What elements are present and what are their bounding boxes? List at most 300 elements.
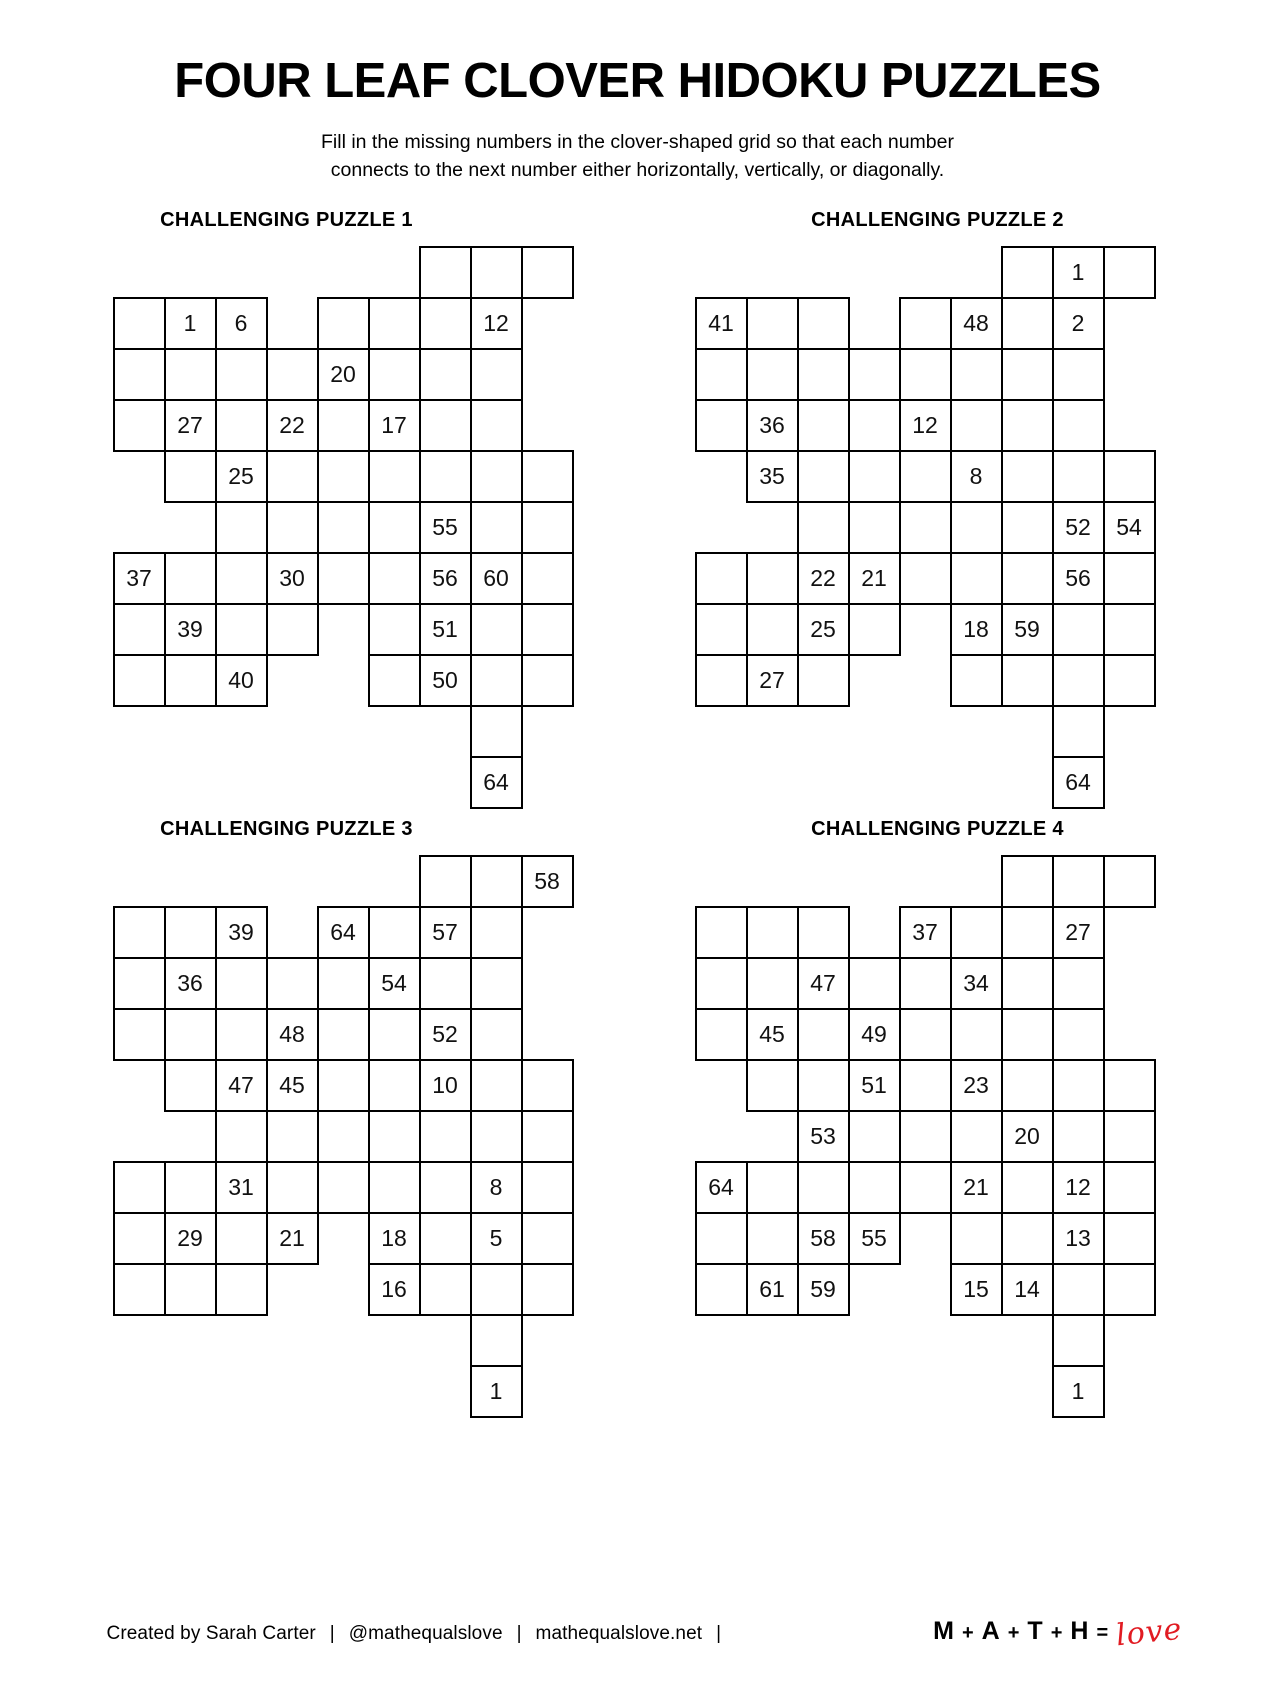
puzzle-cell[interactable] bbox=[317, 297, 370, 350]
puzzle-cell[interactable] bbox=[695, 654, 748, 707]
puzzle-cell[interactable] bbox=[797, 297, 850, 350]
puzzle-cell[interactable] bbox=[470, 501, 523, 554]
puzzle-cell[interactable] bbox=[470, 957, 523, 1010]
puzzle-cell[interactable] bbox=[521, 1110, 574, 1163]
puzzle-cell[interactable] bbox=[113, 603, 166, 656]
puzzle-cell[interactable] bbox=[521, 1263, 574, 1316]
puzzle-cell[interactable] bbox=[215, 1212, 268, 1265]
puzzle-cell[interactable] bbox=[368, 348, 421, 401]
puzzle-cell[interactable] bbox=[470, 906, 523, 959]
puzzle-cell[interactable] bbox=[521, 654, 574, 707]
puzzle-cell-clue[interactable]: 51 bbox=[848, 1059, 901, 1112]
puzzle-cell[interactable] bbox=[470, 1008, 523, 1061]
puzzle-cell[interactable] bbox=[899, 1110, 952, 1163]
puzzle-cell-clue[interactable]: 58 bbox=[521, 855, 574, 908]
puzzle-cell[interactable] bbox=[899, 297, 952, 350]
footer-separator-2: | bbox=[516, 1623, 522, 1644]
puzzle-cell-clue[interactable]: 21 bbox=[848, 552, 901, 605]
puzzle-cell-clue[interactable]: 47 bbox=[797, 957, 850, 1010]
puzzles-grid bbox=[0, 209, 1275, 1427]
puzzle-cell-clue[interactable]: 39 bbox=[215, 906, 268, 959]
puzzle-cell-clue[interactable]: 64 bbox=[695, 1161, 748, 1214]
puzzle-cell[interactable] bbox=[419, 246, 472, 299]
puzzle-cell-clue[interactable]: 31 bbox=[215, 1161, 268, 1214]
puzzle-cell[interactable] bbox=[215, 957, 268, 1010]
puzzle-cell[interactable] bbox=[746, 603, 799, 656]
puzzle-cell[interactable] bbox=[164, 450, 217, 503]
puzzle-cell[interactable] bbox=[368, 450, 421, 503]
puzzle-cell-clue[interactable]: 12 bbox=[899, 399, 952, 452]
puzzle-cell-clue[interactable]: 14 bbox=[1001, 1263, 1054, 1316]
puzzle-cell[interactable] bbox=[1052, 1008, 1105, 1061]
puzzle-block-1 bbox=[56, 209, 638, 818]
puzzle-cell[interactable] bbox=[797, 1161, 850, 1214]
puzzle-cell-clue[interactable]: 27 bbox=[164, 399, 217, 452]
puzzle-cell[interactable] bbox=[317, 1059, 370, 1112]
puzzle-cell[interactable] bbox=[1052, 450, 1105, 503]
puzzle-cell-clue[interactable]: 55 bbox=[419, 501, 472, 554]
puzzle-cell[interactable] bbox=[1052, 1314, 1105, 1367]
puzzle-cell-clue[interactable]: 45 bbox=[266, 1059, 319, 1112]
puzzle-cell[interactable] bbox=[215, 1110, 268, 1163]
puzzle-cell[interactable] bbox=[899, 1161, 952, 1214]
puzzle-cell-clue[interactable]: 59 bbox=[1001, 603, 1054, 656]
page-title: FOUR LEAF CLOVER HIDOKU PUZZLES bbox=[174, 54, 1101, 108]
puzzle-cell[interactable] bbox=[1001, 399, 1054, 452]
puzzle-cell[interactable] bbox=[899, 450, 952, 503]
puzzle-cell-clue[interactable]: 53 bbox=[797, 1110, 850, 1163]
page-footer bbox=[0, 1611, 1275, 1654]
puzzle-cell[interactable] bbox=[368, 1161, 421, 1214]
puzzle-cell[interactable] bbox=[797, 450, 850, 503]
puzzle-cell[interactable] bbox=[950, 1212, 1003, 1265]
puzzle-cell[interactable] bbox=[695, 552, 748, 605]
puzzle-cell[interactable] bbox=[317, 450, 370, 503]
puzzle-cell-clue[interactable]: 8 bbox=[470, 1161, 523, 1214]
puzzle-cell-clue[interactable]: 1 bbox=[164, 297, 217, 350]
puzzle-cell[interactable] bbox=[317, 1110, 370, 1163]
puzzle-cell[interactable] bbox=[368, 1059, 421, 1112]
puzzle-cell[interactable] bbox=[470, 1110, 523, 1163]
puzzle-cell[interactable] bbox=[1103, 1161, 1156, 1214]
puzzle-block-2 bbox=[638, 209, 1220, 818]
puzzle-cell-clue[interactable]: 39 bbox=[164, 603, 217, 656]
puzzle-cell[interactable] bbox=[746, 1059, 799, 1112]
puzzle-cell-clue[interactable]: 35 bbox=[746, 450, 799, 503]
logo-equals: = bbox=[1096, 1622, 1110, 1644]
puzzle-cell-clue[interactable]: 20 bbox=[1001, 1110, 1054, 1163]
puzzle-cell-clue[interactable]: 40 bbox=[215, 654, 268, 707]
footer-credit: Created by Sarah Carter bbox=[106, 1623, 316, 1644]
puzzle-cell-clue[interactable]: 54 bbox=[1103, 501, 1156, 554]
puzzle-cell[interactable] bbox=[215, 603, 268, 656]
puzzle-cell[interactable] bbox=[113, 1263, 166, 1316]
puzzle-cell[interactable] bbox=[470, 603, 523, 656]
puzzle-cell-clue[interactable]: 64 bbox=[1052, 756, 1105, 809]
puzzle-cell[interactable] bbox=[1103, 1212, 1156, 1265]
puzzle-cell[interactable] bbox=[368, 297, 421, 350]
puzzle-cell[interactable] bbox=[695, 348, 748, 401]
puzzle-cell[interactable] bbox=[1001, 1008, 1054, 1061]
puzzle-cell[interactable] bbox=[1103, 855, 1156, 908]
puzzle-cell[interactable] bbox=[368, 603, 421, 656]
puzzle-cell[interactable] bbox=[950, 906, 1003, 959]
puzzle-cell[interactable] bbox=[797, 1059, 850, 1112]
puzzle-cell-clue[interactable]: 20 bbox=[317, 348, 370, 401]
puzzle-cell[interactable] bbox=[950, 501, 1003, 554]
puzzle-cell[interactable] bbox=[1001, 906, 1054, 959]
puzzle-cell-clue[interactable]: 49 bbox=[848, 1008, 901, 1061]
puzzle-cell[interactable] bbox=[164, 1161, 217, 1214]
puzzle-cell-clue[interactable]: 29 bbox=[164, 1212, 217, 1265]
puzzle-cell[interactable] bbox=[1001, 654, 1054, 707]
puzzle-cell[interactable] bbox=[113, 348, 166, 401]
puzzle-3-grid[interactable] bbox=[113, 855, 581, 1427]
puzzle-cell[interactable] bbox=[1052, 855, 1105, 908]
puzzle-cell[interactable] bbox=[215, 399, 268, 452]
puzzle-cell[interactable] bbox=[848, 1110, 901, 1163]
puzzle-cell[interactable] bbox=[1001, 450, 1054, 503]
puzzle-cell[interactable] bbox=[1103, 246, 1156, 299]
puzzle-cell[interactable] bbox=[695, 1008, 748, 1061]
footer-content bbox=[93, 1611, 1185, 1654]
puzzle-2-grid[interactable] bbox=[695, 246, 1163, 818]
puzzle-cell[interactable] bbox=[797, 399, 850, 452]
puzzle-cell[interactable] bbox=[695, 603, 748, 656]
puzzle-cell[interactable] bbox=[113, 1212, 166, 1265]
puzzle-cell[interactable] bbox=[695, 957, 748, 1010]
puzzle-cell-clue[interactable]: 41 bbox=[695, 297, 748, 350]
puzzle-cell[interactable] bbox=[695, 399, 748, 452]
puzzle-cell[interactable] bbox=[1001, 855, 1054, 908]
puzzle-cell[interactable] bbox=[419, 1110, 472, 1163]
puzzle-1-grid[interactable] bbox=[113, 246, 581, 818]
puzzle-cell-clue[interactable]: 13 bbox=[1052, 1212, 1105, 1265]
puzzle-cell-clue[interactable]: 48 bbox=[950, 297, 1003, 350]
puzzle-cell[interactable] bbox=[899, 552, 952, 605]
puzzle-cell[interactable] bbox=[419, 297, 472, 350]
puzzle-cell[interactable] bbox=[164, 654, 217, 707]
puzzle-cell[interactable] bbox=[521, 1212, 574, 1265]
puzzle-cell[interactable] bbox=[470, 1059, 523, 1112]
puzzle-cell[interactable] bbox=[419, 399, 472, 452]
puzzle-cell[interactable] bbox=[215, 1008, 268, 1061]
puzzle-cell[interactable] bbox=[848, 1161, 901, 1214]
puzzle-cell-clue[interactable]: 56 bbox=[419, 552, 472, 605]
puzzle-cell-clue[interactable]: 18 bbox=[950, 603, 1003, 656]
puzzle-cell[interactable] bbox=[215, 1263, 268, 1316]
puzzle-cell[interactable] bbox=[1103, 1110, 1156, 1163]
puzzle-cell[interactable] bbox=[899, 348, 952, 401]
page-subtitle bbox=[198, 129, 1078, 184]
logo-letter-h: H bbox=[1070, 1617, 1090, 1645]
puzzle-3-title: CHALLENGING PUZZLE 3 bbox=[160, 817, 413, 840]
puzzle-cell-clue[interactable]: 59 bbox=[797, 1263, 850, 1316]
puzzle-cell-clue[interactable]: 16 bbox=[368, 1263, 421, 1316]
footer-website: mathequalslove.net bbox=[535, 1623, 703, 1644]
puzzle-cell[interactable] bbox=[848, 450, 901, 503]
puzzle-cell[interactable] bbox=[164, 906, 217, 959]
puzzle-cell[interactable] bbox=[848, 603, 901, 656]
puzzle-cell-clue[interactable]: 27 bbox=[746, 654, 799, 707]
puzzle-cell[interactable] bbox=[521, 450, 574, 503]
puzzle-cell[interactable] bbox=[950, 654, 1003, 707]
logo-letter-m: M bbox=[933, 1617, 955, 1645]
puzzle-cell[interactable] bbox=[521, 246, 574, 299]
puzzle-cell-clue[interactable]: 5 bbox=[470, 1212, 523, 1265]
puzzle-cell[interactable] bbox=[470, 450, 523, 503]
puzzle-cell[interactable] bbox=[1001, 1161, 1054, 1214]
puzzle-cell[interactable] bbox=[113, 1161, 166, 1214]
subtitle-line-1: Fill in the missing numbers in the clover-shaped grid so that each number bbox=[321, 131, 954, 154]
puzzle-cell[interactable] bbox=[1001, 1059, 1054, 1112]
puzzle-cell[interactable] bbox=[419, 1161, 472, 1214]
puzzle-cell[interactable] bbox=[1103, 654, 1156, 707]
puzzle-cell[interactable] bbox=[368, 1008, 421, 1061]
puzzle-cell[interactable] bbox=[419, 348, 472, 401]
puzzle-cell[interactable] bbox=[1052, 654, 1105, 707]
puzzle-cell[interactable] bbox=[266, 348, 319, 401]
puzzle-cell[interactable] bbox=[1052, 957, 1105, 1010]
puzzle-cell[interactable] bbox=[1001, 297, 1054, 350]
puzzle-cell[interactable] bbox=[1052, 348, 1105, 401]
puzzle-cell[interactable] bbox=[899, 957, 952, 1010]
logo-letter-t: T bbox=[1027, 1617, 1044, 1645]
puzzle-cell[interactable] bbox=[1052, 1110, 1105, 1163]
puzzle-cell[interactable] bbox=[317, 552, 370, 605]
puzzle-cell[interactable] bbox=[1103, 450, 1156, 503]
puzzle-cell[interactable] bbox=[1052, 1059, 1105, 1112]
puzzle-cell[interactable] bbox=[266, 603, 319, 656]
puzzle-cell[interactable] bbox=[848, 957, 901, 1010]
puzzle-cell[interactable] bbox=[419, 1263, 472, 1316]
puzzle-cell-clue[interactable]: 2 bbox=[1052, 297, 1105, 350]
puzzle-cell-clue[interactable]: 23 bbox=[950, 1059, 1003, 1112]
logo-letter-a: A bbox=[981, 1617, 1001, 1645]
puzzle-cell-clue[interactable]: 57 bbox=[419, 906, 472, 959]
puzzle-cell[interactable] bbox=[113, 957, 166, 1010]
puzzle-cell-clue[interactable]: 22 bbox=[797, 552, 850, 605]
math-equals-love-logo bbox=[933, 1611, 1185, 1654]
puzzle-cell[interactable] bbox=[521, 1161, 574, 1214]
puzzle-cell-clue[interactable]: 27 bbox=[1052, 906, 1105, 959]
puzzle-cell-clue[interactable]: 51 bbox=[419, 603, 472, 656]
puzzle-cell-clue[interactable]: 18 bbox=[368, 1212, 421, 1265]
puzzle-cell-clue[interactable]: 1 bbox=[470, 1365, 523, 1418]
puzzle-cell-clue[interactable]: 8 bbox=[950, 450, 1003, 503]
puzzle-cell[interactable] bbox=[368, 1110, 421, 1163]
puzzle-cell-clue[interactable]: 56 bbox=[1052, 552, 1105, 605]
puzzle-cell-clue[interactable]: 34 bbox=[950, 957, 1003, 1010]
puzzle-cell-clue[interactable]: 58 bbox=[797, 1212, 850, 1265]
puzzle-cell-clue[interactable]: 25 bbox=[797, 603, 850, 656]
puzzle-cell[interactable] bbox=[1103, 1059, 1156, 1112]
puzzle-cell[interactable] bbox=[797, 501, 850, 554]
puzzle-cell[interactable] bbox=[368, 906, 421, 959]
puzzle-cell[interactable] bbox=[368, 654, 421, 707]
puzzle-cell[interactable] bbox=[1001, 957, 1054, 1010]
logo-plus-3: + bbox=[1050, 1622, 1064, 1644]
puzzle-cell[interactable] bbox=[899, 1059, 952, 1112]
puzzle-cell-clue[interactable]: 17 bbox=[368, 399, 421, 452]
puzzle-cell[interactable] bbox=[797, 906, 850, 959]
puzzle-cell-clue[interactable]: 1 bbox=[1052, 1365, 1105, 1418]
puzzle-cell[interactable] bbox=[419, 855, 472, 908]
puzzle-cell[interactable] bbox=[950, 399, 1003, 452]
puzzle-cell[interactable] bbox=[317, 501, 370, 554]
puzzle-cell-clue[interactable]: 6 bbox=[215, 297, 268, 350]
puzzle-cell[interactable] bbox=[419, 957, 472, 1010]
puzzle-cell[interactable] bbox=[746, 1212, 799, 1265]
puzzle-block-4 bbox=[638, 818, 1220, 1427]
puzzle-cell-clue[interactable]: 1 bbox=[1052, 246, 1105, 299]
puzzle-cell[interactable] bbox=[215, 552, 268, 605]
puzzle-cell-clue[interactable]: 15 bbox=[950, 1263, 1003, 1316]
puzzle-cell[interactable] bbox=[1001, 552, 1054, 605]
puzzle-cell[interactable] bbox=[746, 957, 799, 1010]
puzzle-cell[interactable] bbox=[848, 399, 901, 452]
puzzle-cell[interactable] bbox=[419, 450, 472, 503]
puzzle-cell[interactable] bbox=[1001, 246, 1054, 299]
puzzle-cell[interactable] bbox=[368, 501, 421, 554]
puzzle-cell[interactable] bbox=[113, 399, 166, 452]
puzzle-cell[interactable] bbox=[470, 348, 523, 401]
puzzle-cell-clue[interactable]: 22 bbox=[266, 399, 319, 452]
puzzle-cell[interactable] bbox=[266, 1161, 319, 1214]
logo-love-script: love bbox=[1114, 1611, 1185, 1654]
puzzle-cell-clue[interactable]: 64 bbox=[470, 756, 523, 809]
puzzle-cell[interactable] bbox=[368, 552, 421, 605]
puzzle-cell[interactable] bbox=[746, 297, 799, 350]
puzzle-cell[interactable] bbox=[1052, 399, 1105, 452]
puzzle-cell[interactable] bbox=[899, 501, 952, 554]
footer-separator-3: | bbox=[716, 1623, 722, 1644]
puzzle-cell[interactable] bbox=[470, 1263, 523, 1316]
puzzle-cell-clue[interactable]: 25 bbox=[215, 450, 268, 503]
puzzle-cell[interactable] bbox=[899, 1008, 952, 1061]
puzzle-cell[interactable] bbox=[470, 246, 523, 299]
puzzle-cell-clue[interactable]: 30 bbox=[266, 552, 319, 605]
puzzle-cell[interactable] bbox=[848, 348, 901, 401]
puzzle-cell[interactable] bbox=[470, 654, 523, 707]
puzzle-cell[interactable] bbox=[521, 501, 574, 554]
puzzle-cell[interactable] bbox=[215, 501, 268, 554]
puzzle-cell-clue[interactable]: 60 bbox=[470, 552, 523, 605]
puzzle-cell[interactable] bbox=[521, 1059, 574, 1112]
puzzle-cell[interactable] bbox=[164, 1263, 217, 1316]
puzzle-cell[interactable] bbox=[1052, 1263, 1105, 1316]
puzzle-cell-clue[interactable]: 48 bbox=[266, 1008, 319, 1061]
puzzle-cell[interactable] bbox=[950, 1110, 1003, 1163]
puzzle-cell[interactable] bbox=[746, 1161, 799, 1214]
puzzle-cell[interactable] bbox=[848, 501, 901, 554]
puzzle-cell[interactable] bbox=[113, 1008, 166, 1061]
puzzle-cell[interactable] bbox=[695, 906, 748, 959]
logo-plus-2: + bbox=[1007, 1622, 1021, 1644]
puzzle-cell[interactable] bbox=[1103, 603, 1156, 656]
puzzle-cell[interactable] bbox=[317, 957, 370, 1010]
puzzle-cell[interactable] bbox=[1052, 603, 1105, 656]
puzzle-cell[interactable] bbox=[215, 348, 268, 401]
puzzle-cell-clue[interactable]: 37 bbox=[113, 552, 166, 605]
puzzle-cell[interactable] bbox=[113, 654, 166, 707]
puzzle-cell[interactable] bbox=[797, 654, 850, 707]
puzzle-cell-clue[interactable]: 21 bbox=[950, 1161, 1003, 1214]
puzzle-cell[interactable] bbox=[317, 1161, 370, 1214]
puzzle-cell[interactable] bbox=[470, 399, 523, 452]
puzzle-cell[interactable] bbox=[113, 297, 166, 350]
puzzle-cell-clue[interactable]: 64 bbox=[317, 906, 370, 959]
puzzle-1-title: CHALLENGING PUZZLE 1 bbox=[160, 208, 413, 231]
puzzle-cell-clue[interactable]: 52 bbox=[419, 1008, 472, 1061]
puzzle-cell[interactable] bbox=[266, 450, 319, 503]
puzzle-cell[interactable] bbox=[1001, 1212, 1054, 1265]
puzzle-cell[interactable] bbox=[317, 399, 370, 452]
puzzle-cell[interactable] bbox=[419, 1212, 472, 1265]
puzzle-cell[interactable] bbox=[164, 552, 217, 605]
puzzle-cell-clue[interactable]: 47 bbox=[215, 1059, 268, 1112]
puzzle-cell[interactable] bbox=[521, 552, 574, 605]
puzzle-cell[interactable] bbox=[746, 348, 799, 401]
puzzle-cell[interactable] bbox=[164, 1008, 217, 1061]
puzzle-cell[interactable] bbox=[950, 348, 1003, 401]
puzzle-cell[interactable] bbox=[797, 348, 850, 401]
puzzle-cell-clue[interactable]: 45 bbox=[746, 1008, 799, 1061]
puzzle-cell-clue[interactable]: 55 bbox=[848, 1212, 901, 1265]
puzzle-cell[interactable] bbox=[113, 906, 166, 959]
puzzle-cell-clue[interactable]: 54 bbox=[368, 957, 421, 1010]
puzzle-cell[interactable] bbox=[797, 1008, 850, 1061]
puzzle-cell[interactable] bbox=[521, 603, 574, 656]
puzzle-cell-clue[interactable]: 10 bbox=[419, 1059, 472, 1112]
puzzle-cell[interactable] bbox=[1052, 705, 1105, 758]
puzzle-cell[interactable] bbox=[164, 348, 217, 401]
puzzle-cell[interactable] bbox=[746, 552, 799, 605]
puzzle-4-title: CHALLENGING PUZZLE 4 bbox=[811, 817, 1064, 840]
puzzle-cell[interactable] bbox=[950, 552, 1003, 605]
puzzles-area bbox=[0, 209, 1275, 1427]
puzzle-cell-clue[interactable]: 36 bbox=[746, 399, 799, 452]
puzzle-cell[interactable] bbox=[266, 501, 319, 554]
footer-social-handle: @mathequalslove bbox=[348, 1623, 503, 1644]
puzzle-cell[interactable] bbox=[164, 1059, 217, 1112]
puzzle-cell[interactable] bbox=[470, 705, 523, 758]
puzzle-cell[interactable] bbox=[695, 1263, 748, 1316]
puzzle-cell[interactable] bbox=[266, 1110, 319, 1163]
puzzle-cell-clue[interactable]: 50 bbox=[419, 654, 472, 707]
puzzle-cell-clue[interactable]: 12 bbox=[1052, 1161, 1105, 1214]
puzzle-cell-clue[interactable]: 61 bbox=[746, 1263, 799, 1316]
puzzle-4-grid[interactable] bbox=[695, 855, 1163, 1427]
puzzle-cell[interactable] bbox=[266, 957, 319, 1010]
puzzle-cell-clue[interactable]: 36 bbox=[164, 957, 217, 1010]
puzzle-cell[interactable] bbox=[695, 1212, 748, 1265]
puzzle-cell-clue[interactable]: 37 bbox=[899, 906, 952, 959]
puzzle-cell-clue[interactable]: 12 bbox=[470, 297, 523, 350]
puzzle-cell[interactable] bbox=[746, 906, 799, 959]
puzzle-cell[interactable] bbox=[1103, 552, 1156, 605]
logo-plus-1: + bbox=[961, 1622, 975, 1644]
puzzle-cell[interactable] bbox=[1001, 348, 1054, 401]
puzzle-cell[interactable] bbox=[317, 1008, 370, 1061]
puzzle-cell[interactable] bbox=[1001, 501, 1054, 554]
puzzle-cell[interactable] bbox=[470, 855, 523, 908]
puzzle-cell-clue[interactable]: 21 bbox=[266, 1212, 319, 1265]
puzzle-cell-clue[interactable]: 52 bbox=[1052, 501, 1105, 554]
puzzle-cell[interactable] bbox=[950, 1008, 1003, 1061]
puzzle-cell[interactable] bbox=[470, 1314, 523, 1367]
puzzle-cell[interactable] bbox=[1103, 1263, 1156, 1316]
